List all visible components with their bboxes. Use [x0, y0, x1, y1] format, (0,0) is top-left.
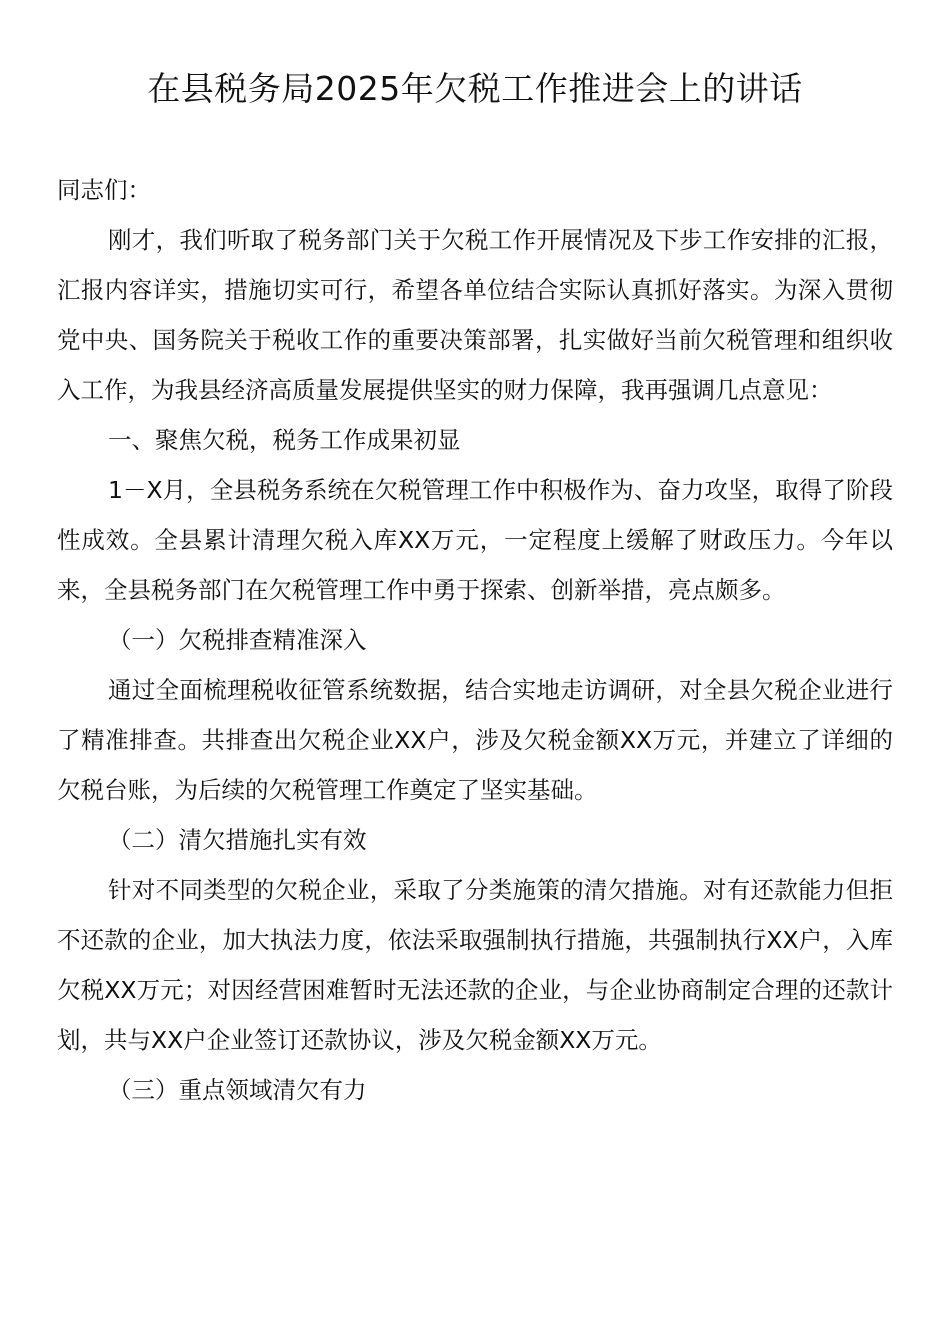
section-1-paragraph: 1－X月，全县税务系统在欠税管理工作中积极作为、奋力攻坚，取得了阶段性成效。全县累计清理欠税入库XX万元，一定程度上缓解了财政压力。今年以来，全县税务部门在欠税管理工作中勇于探索、创新举措，亮点颇多。	[57, 476, 893, 604]
intro-paragraph: 刚才，我们听取了税务部门关于欠税工作开展情况及下步工作安排的汇报，汇报内容详实，措施切实可行，希望各单位结合实际认真抓好落实。为深入贯彻党中央、国务院关于税收工作的重要决策部署，扎实做好当前欠税管理和组织收入工作，为我县经济高质量发展提供坚实的财力保障，我再强调几点意见：	[57, 226, 893, 404]
subsection-heading-3: （三）重点领域清欠有力	[108, 1076, 367, 1104]
section-heading-1: 一、聚焦欠税，税务工作成果初显	[108, 426, 461, 454]
subsection-heading-1: （一）欠税排查精准深入	[108, 626, 367, 654]
document-title: 在县税务局2025年欠税工作推进会上的讲话	[147, 69, 803, 108]
subsection-1-paragraph: 通过全面梳理税收征管系统数据，结合实地走访调研，对全县欠税企业进行了精准排查。共排查出欠税企业XX户，涉及欠税金额XX万元，并建立了详细的欠税台账，为后续的欠税管理工作奠定了坚实基础。	[57, 676, 893, 804]
salutation: 同志们：	[57, 176, 151, 204]
document-body	[57, 165, 893, 1115]
subsection-heading-2: （二）清欠措施扎实有效	[108, 826, 367, 854]
subsection-2-paragraph: 针对不同类型的欠税企业，采取了分类施策的清欠措施。对有还款能力但拒不还款的企业，加大执法力度，依法采取强制执行措施，共强制执行XX户，入库欠税XX万元；对因经营困难暂时无法还款的企业，与企业协商制定合理的还款计划，共与XX户企业签订还款协议，涉及欠税金额XX万元。	[57, 876, 893, 1054]
